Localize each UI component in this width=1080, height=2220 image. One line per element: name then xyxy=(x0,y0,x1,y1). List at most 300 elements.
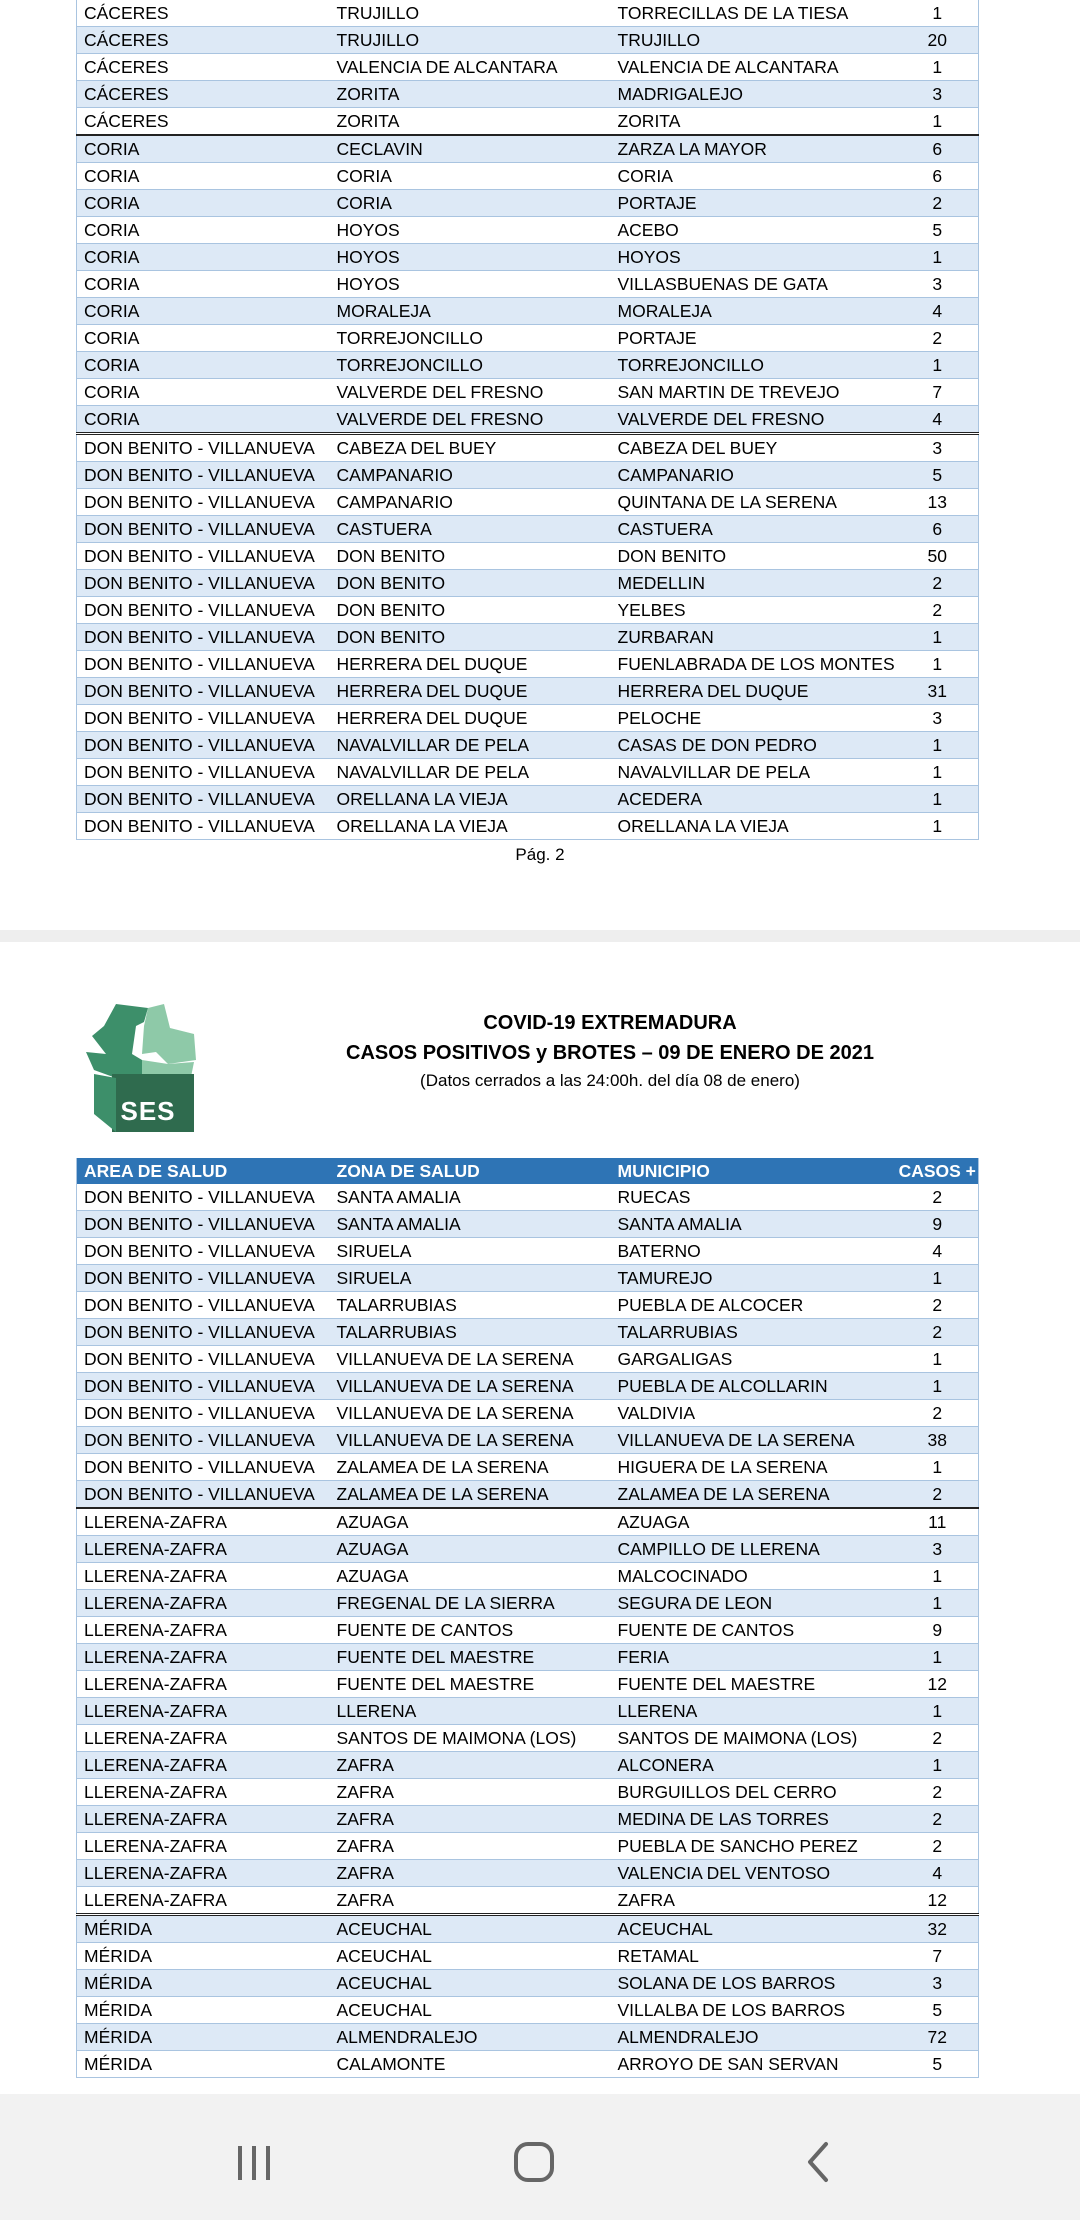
cell-municipio: CASTUERA xyxy=(611,516,897,543)
table-row xyxy=(77,1508,979,1536)
table-row xyxy=(77,1833,979,1860)
cell-casos: 6 xyxy=(897,163,979,190)
cell-zona: TRUJILLO xyxy=(330,27,611,54)
table-row xyxy=(77,352,979,379)
cell-casos: 4 xyxy=(897,406,979,434)
cell-municipio: ZARZA LA MAYOR xyxy=(611,135,897,163)
cell-casos: 11 xyxy=(897,1508,979,1536)
table-row xyxy=(77,54,979,81)
cell-zona: VILLANUEVA DE LA SERENA xyxy=(330,1400,611,1427)
cell-area: CORIA xyxy=(77,406,330,434)
table-row xyxy=(77,1887,979,1915)
table-row xyxy=(77,135,979,163)
cell-casos: 1 xyxy=(897,0,979,27)
cell-casos: 12 xyxy=(897,1887,979,1915)
cell-casos: 1 xyxy=(897,54,979,81)
cell-municipio: PORTAJE xyxy=(611,325,897,352)
android-nav-bar xyxy=(0,2094,1080,2220)
table-row xyxy=(77,1238,979,1265)
cell-area: DON BENITO - VILLANUEVA xyxy=(77,597,330,624)
cell-municipio: FERIA xyxy=(611,1644,897,1671)
cell-casos: 12 xyxy=(897,1671,979,1698)
table-row xyxy=(77,624,979,651)
cell-zona: ZAFRA xyxy=(330,1806,611,1833)
report-note: (Datos cerrados a las 24:00h. del día 08 de enero) xyxy=(420,1071,800,1090)
cell-area: CORIA xyxy=(77,135,330,163)
cell-zona: ACEUCHAL xyxy=(330,1997,611,2024)
cell-municipio: MADRIGALEJO xyxy=(611,81,897,108)
cell-municipio: ALMENDRALEJO xyxy=(611,2024,897,2051)
cell-casos: 1 xyxy=(897,244,979,271)
cell-zona: ACEUCHAL xyxy=(330,1970,611,1997)
cell-casos: 5 xyxy=(897,462,979,489)
cell-zona: AZUAGA xyxy=(330,1536,611,1563)
cell-area: DON BENITO - VILLANUEVA xyxy=(77,1481,330,1509)
cell-zona: ZALAMEA DE LA SERENA xyxy=(330,1481,611,1509)
table-row xyxy=(77,1671,979,1698)
cell-area: DON BENITO - VILLANUEVA xyxy=(77,516,330,543)
cell-municipio: MORALEJA xyxy=(611,298,897,325)
table-row xyxy=(77,462,979,489)
table-row xyxy=(77,81,979,108)
cell-casos: 13 xyxy=(897,489,979,516)
cell-municipio: YELBES xyxy=(611,597,897,624)
cell-municipio: TAMUREJO xyxy=(611,1265,897,1292)
cell-casos: 2 xyxy=(897,190,979,217)
cell-casos: 5 xyxy=(897,1997,979,2024)
table-row xyxy=(77,1319,979,1346)
table-row xyxy=(77,1725,979,1752)
cell-area: DON BENITO - VILLANUEVA xyxy=(77,1346,330,1373)
cell-area: CORIA xyxy=(77,163,330,190)
cell-area: LLERENA-ZAFRA xyxy=(77,1725,330,1752)
cell-zona: ZAFRA xyxy=(330,1779,611,1806)
table-row xyxy=(77,1373,979,1400)
cell-municipio: PELOCHE xyxy=(611,705,897,732)
document-page-1 xyxy=(0,0,1080,930)
cell-zona: CECLAVIN xyxy=(330,135,611,163)
cell-zona: SANTOS DE MAIMONA (LOS) xyxy=(330,1725,611,1752)
cell-casos: 1 xyxy=(897,651,979,678)
cell-area: DON BENITO - VILLANUEVA xyxy=(77,705,330,732)
cell-municipio: MEDINA DE LAS TORRES xyxy=(611,1806,897,1833)
cell-casos: 1 xyxy=(897,1373,979,1400)
table-row xyxy=(77,1427,979,1454)
cell-municipio: ORELLANA LA VIEJA xyxy=(611,813,897,840)
table-row xyxy=(77,759,979,786)
cell-zona: ACEUCHAL xyxy=(330,1915,611,1943)
table-row xyxy=(77,1779,979,1806)
cell-municipio: CABEZA DEL BUEY xyxy=(611,434,897,462)
table-row xyxy=(77,271,979,298)
cell-municipio: ZURBARAN xyxy=(611,624,897,651)
cell-casos: 1 xyxy=(897,759,979,786)
cell-municipio: VALVERDE DEL FRESNO xyxy=(611,406,897,434)
cell-municipio: PORTAJE xyxy=(611,190,897,217)
cell-municipio: ACEDERA xyxy=(611,786,897,813)
ses-logo xyxy=(86,1004,204,1132)
cell-casos: 4 xyxy=(897,1860,979,1887)
table-row xyxy=(77,1970,979,1997)
cell-municipio: PUEBLA DE SANCHO PEREZ xyxy=(611,1833,897,1860)
cell-zona: LLERENA xyxy=(330,1698,611,1725)
cell-zona: CABEZA DEL BUEY xyxy=(330,434,611,462)
cell-casos: 2 xyxy=(897,1806,979,1833)
logo-text: SES xyxy=(120,1096,176,1126)
cell-area: CÁCERES xyxy=(77,81,330,108)
cell-municipio: ACEBO xyxy=(611,217,897,244)
cell-zona: ZORITA xyxy=(330,81,611,108)
cell-area: DON BENITO - VILLANUEVA xyxy=(77,1454,330,1481)
cell-zona: HOYOS xyxy=(330,271,611,298)
table-row xyxy=(77,406,979,434)
cell-area: CORIA xyxy=(77,271,330,298)
cell-area: LLERENA-ZAFRA xyxy=(77,1698,330,1725)
cell-casos: 1 xyxy=(897,108,979,136)
cell-zona: VALENCIA DE ALCANTARA xyxy=(330,54,611,81)
cell-casos: 3 xyxy=(897,271,979,298)
table-row xyxy=(77,108,979,136)
cell-area: DON BENITO - VILLANUEVA xyxy=(77,1400,330,1427)
cell-zona: FUENTE DEL MAESTRE xyxy=(330,1644,611,1671)
cell-zona: ZAFRA xyxy=(330,1752,611,1779)
cell-area: DON BENITO - VILLANUEVA xyxy=(77,434,330,462)
cell-municipio: PUEBLA DE ALCOLLARIN xyxy=(611,1373,897,1400)
cell-area: DON BENITO - VILLANUEVA xyxy=(77,786,330,813)
table-row xyxy=(77,190,979,217)
cell-zona: CORIA xyxy=(330,163,611,190)
cell-municipio: BATERNO xyxy=(611,1238,897,1265)
cell-area: MÉRIDA xyxy=(77,1915,330,1943)
cell-municipio: BURGUILLOS DEL CERRO xyxy=(611,1779,897,1806)
cell-area: CORIA xyxy=(77,298,330,325)
cell-zona: VILLANUEVA DE LA SERENA xyxy=(330,1346,611,1373)
cell-area: DON BENITO - VILLANUEVA xyxy=(77,1292,330,1319)
cell-municipio: ZAFRA xyxy=(611,1887,897,1915)
cell-area: LLERENA-ZAFRA xyxy=(77,1644,330,1671)
table-row xyxy=(77,1292,979,1319)
cell-zona: HOYOS xyxy=(330,217,611,244)
cell-area: LLERENA-ZAFRA xyxy=(77,1590,330,1617)
cell-municipio: TORREJONCILLO xyxy=(611,352,897,379)
cell-area: DON BENITO - VILLANUEVA xyxy=(77,678,330,705)
cell-casos: 2 xyxy=(897,1481,979,1509)
cell-casos: 1 xyxy=(897,1454,979,1481)
cell-municipio: LLERENA xyxy=(611,1698,897,1725)
cell-casos: 6 xyxy=(897,135,979,163)
table-row xyxy=(77,1563,979,1590)
cell-zona: TALARRUBIAS xyxy=(330,1319,611,1346)
cell-casos: 2 xyxy=(897,597,979,624)
table-row xyxy=(77,1752,979,1779)
cell-casos: 1 xyxy=(897,1698,979,1725)
cell-casos: 2 xyxy=(897,325,979,352)
table-row xyxy=(77,678,979,705)
table-row xyxy=(77,1184,979,1211)
cell-area: MÉRIDA xyxy=(77,1970,330,1997)
cell-casos: 50 xyxy=(897,543,979,570)
table-row xyxy=(77,1644,979,1671)
table-row xyxy=(77,1481,979,1509)
back-icon[interactable] xyxy=(788,2132,848,2192)
cell-municipio: DON BENITO xyxy=(611,543,897,570)
cell-casos: 9 xyxy=(897,1617,979,1644)
table-row xyxy=(77,570,979,597)
cell-casos: 3 xyxy=(897,434,979,462)
cell-casos: 7 xyxy=(897,379,979,406)
table-row xyxy=(77,1454,979,1481)
cell-zona: CASTUERA xyxy=(330,516,611,543)
table-row xyxy=(77,651,979,678)
cell-casos: 20 xyxy=(897,27,979,54)
page-number: Pág. 2 xyxy=(515,845,565,864)
table-row xyxy=(77,1698,979,1725)
cell-municipio: VILLALBA DE LOS BARROS xyxy=(611,1997,897,2024)
cell-municipio: QUINTANA DE LA SERENA xyxy=(611,489,897,516)
cell-municipio: RETAMAL xyxy=(611,1943,897,1970)
cell-zona: HERRERA DEL DUQUE xyxy=(330,651,611,678)
cell-zona: ZAFRA xyxy=(330,1860,611,1887)
table-row xyxy=(77,597,979,624)
cell-area: LLERENA-ZAFRA xyxy=(77,1860,330,1887)
table-row xyxy=(77,786,979,813)
cell-zona: NAVALVILLAR DE PELA xyxy=(330,759,611,786)
cell-area: DON BENITO - VILLANUEVA xyxy=(77,1265,330,1292)
cell-area: DON BENITO - VILLANUEVA xyxy=(77,759,330,786)
cell-area: DON BENITO - VILLANUEVA xyxy=(77,1319,330,1346)
cell-zona: CALAMONTE xyxy=(330,2051,611,2078)
cell-casos: 5 xyxy=(897,2051,979,2078)
cell-zona: HERRERA DEL DUQUE xyxy=(330,678,611,705)
cell-municipio: HOYOS xyxy=(611,244,897,271)
cell-zona: HOYOS xyxy=(330,244,611,271)
table-row xyxy=(77,0,979,27)
cell-municipio: PUEBLA DE ALCOCER xyxy=(611,1292,897,1319)
cell-zona: ORELLANA LA VIEJA xyxy=(330,813,611,840)
cell-area: MÉRIDA xyxy=(77,1997,330,2024)
cell-casos: 1 xyxy=(897,1752,979,1779)
cell-zona: VALVERDE DEL FRESNO xyxy=(330,379,611,406)
cell-area: MÉRIDA xyxy=(77,2024,330,2051)
cell-area: DON BENITO - VILLANUEVA xyxy=(77,570,330,597)
cell-zona: MORALEJA xyxy=(330,298,611,325)
table-row xyxy=(77,1860,979,1887)
cell-area: LLERENA-ZAFRA xyxy=(77,1833,330,1860)
cell-municipio: MEDELLIN xyxy=(611,570,897,597)
cell-zona: SANTA AMALIA xyxy=(330,1184,611,1211)
table-row xyxy=(77,1590,979,1617)
home-icon[interactable] xyxy=(504,2132,564,2192)
cell-area: LLERENA-ZAFRA xyxy=(77,1508,330,1536)
cell-zona: DON BENITO xyxy=(330,597,611,624)
table-row xyxy=(77,434,979,462)
cell-municipio: FUENTE DE CANTOS xyxy=(611,1617,897,1644)
cell-zona: SIRUELA xyxy=(330,1238,611,1265)
table-row xyxy=(77,163,979,190)
cell-zona: VILLANUEVA DE LA SERENA xyxy=(330,1427,611,1454)
cell-casos: 2 xyxy=(897,1184,979,1211)
cell-municipio: ZORITA xyxy=(611,108,897,136)
cell-area: DON BENITO - VILLANUEVA xyxy=(77,1184,330,1211)
cell-area: DON BENITO - VILLANUEVA xyxy=(77,489,330,516)
cell-zona: TORREJONCILLO xyxy=(330,325,611,352)
cell-zona: FREGENAL DE LA SIERRA xyxy=(330,1590,611,1617)
cell-area: DON BENITO - VILLANUEVA xyxy=(77,732,330,759)
cell-municipio: AZUAGA xyxy=(611,1508,897,1536)
cell-municipio: SANTOS DE MAIMONA (LOS) xyxy=(611,1725,897,1752)
cell-casos: 31 xyxy=(897,678,979,705)
cell-casos: 1 xyxy=(897,1265,979,1292)
cell-zona: VILLANUEVA DE LA SERENA xyxy=(330,1373,611,1400)
cell-municipio: CAMPILLO DE LLERENA xyxy=(611,1536,897,1563)
table-row xyxy=(77,244,979,271)
cell-municipio: TORRECILLAS DE LA TIESA xyxy=(611,0,897,27)
cell-casos: 3 xyxy=(897,1536,979,1563)
table-row xyxy=(77,379,979,406)
cell-zona: ZAFRA xyxy=(330,1887,611,1915)
table-row xyxy=(77,813,979,840)
cell-municipio: ZALAMEA DE LA SERENA xyxy=(611,1481,897,1509)
table-row xyxy=(77,1346,979,1373)
cell-municipio: GARGALIGAS xyxy=(611,1346,897,1373)
cell-municipio: ALCONERA xyxy=(611,1752,897,1779)
table-row xyxy=(77,489,979,516)
table-row xyxy=(77,543,979,570)
cell-area: DON BENITO - VILLANUEVA xyxy=(77,1373,330,1400)
cell-zona: ORELLANA LA VIEJA xyxy=(330,786,611,813)
cell-casos: 72 xyxy=(897,2024,979,2051)
cell-municipio: SEGURA DE LEON xyxy=(611,1590,897,1617)
report-title: COVID-19 EXTREMADURA xyxy=(483,1012,737,1034)
cell-municipio: VILLASBUENAS DE GATA xyxy=(611,271,897,298)
table-row xyxy=(77,1265,979,1292)
cell-area: LLERENA-ZAFRA xyxy=(77,1779,330,1806)
cell-municipio: TALARRUBIAS xyxy=(611,1319,897,1346)
cell-casos: 1 xyxy=(897,1590,979,1617)
cell-casos: 1 xyxy=(897,813,979,840)
cell-municipio: HERRERA DEL DUQUE xyxy=(611,678,897,705)
cell-area: CÁCERES xyxy=(77,54,330,81)
cell-area: LLERENA-ZAFRA xyxy=(77,1752,330,1779)
table-row xyxy=(77,705,979,732)
cell-municipio: FUENTE DEL MAESTRE xyxy=(611,1671,897,1698)
table-row xyxy=(77,2024,979,2051)
cell-casos: 1 xyxy=(897,352,979,379)
cell-municipio: MALCOCINADO xyxy=(611,1563,897,1590)
table-row xyxy=(77,1997,979,2024)
table-row xyxy=(77,732,979,759)
cell-area: CORIA xyxy=(77,352,330,379)
cell-municipio: VALENCIA DEL VENTOSO xyxy=(611,1860,897,1887)
table-row xyxy=(77,1536,979,1563)
document-page-2 xyxy=(0,942,1080,2094)
cell-zona: ZORITA xyxy=(330,108,611,136)
cell-casos: 2 xyxy=(897,1779,979,1806)
cell-casos: 2 xyxy=(897,1319,979,1346)
cell-casos: 1 xyxy=(897,1644,979,1671)
cases-table-page-1 xyxy=(76,0,979,840)
cell-municipio: FUENLABRADA DE LOS MONTES xyxy=(611,651,897,678)
cell-zona: VALVERDE DEL FRESNO xyxy=(330,406,611,434)
cell-casos: 3 xyxy=(897,1970,979,1997)
cell-casos: 2 xyxy=(897,1833,979,1860)
table-row xyxy=(77,1617,979,1644)
header-zona: ZONA DE SALUD xyxy=(330,1158,611,1184)
cell-area: LLERENA-ZAFRA xyxy=(77,1806,330,1833)
cell-area: DON BENITO - VILLANUEVA xyxy=(77,1427,330,1454)
cell-municipio: CAMPANARIO xyxy=(611,462,897,489)
cell-casos: 1 xyxy=(897,732,979,759)
cell-casos: 1 xyxy=(897,1563,979,1590)
cell-zona: ACEUCHAL xyxy=(330,1943,611,1970)
cell-zona: CAMPANARIO xyxy=(330,462,611,489)
cell-zona: NAVALVILLAR DE PELA xyxy=(330,732,611,759)
cell-casos: 32 xyxy=(897,1915,979,1943)
cell-municipio: ACEUCHAL xyxy=(611,1915,897,1943)
cell-municipio: HIGUERA DE LA SERENA xyxy=(611,1454,897,1481)
cell-area: DON BENITO - VILLANUEVA xyxy=(77,1211,330,1238)
report-subtitle: CASOS POSITIVOS y BROTES – 09 DE ENERO DE 2021 xyxy=(346,1042,874,1064)
cell-zona: ZAFRA xyxy=(330,1833,611,1860)
cell-area: LLERENA-ZAFRA xyxy=(77,1887,330,1915)
cell-municipio: TRUJILLO xyxy=(611,27,897,54)
cell-municipio: SOLANA DE LOS BARROS xyxy=(611,1970,897,1997)
recents-icon[interactable] xyxy=(224,2132,284,2192)
table-header-row xyxy=(77,1158,979,1184)
table-row xyxy=(77,325,979,352)
cell-zona: DON BENITO xyxy=(330,570,611,597)
table-row xyxy=(77,298,979,325)
header-casos: CASOS + xyxy=(897,1158,979,1184)
cell-area: DON BENITO - VILLANUEVA xyxy=(77,624,330,651)
cell-zona: AZUAGA xyxy=(330,1508,611,1536)
table-row xyxy=(77,1806,979,1833)
header-municipio: MUNICIPIO xyxy=(611,1158,897,1184)
cell-municipio: RUECAS xyxy=(611,1184,897,1211)
cell-casos: 2 xyxy=(897,1400,979,1427)
cell-zona: DON BENITO xyxy=(330,624,611,651)
cell-municipio: SANTA AMALIA xyxy=(611,1211,897,1238)
cell-casos: 7 xyxy=(897,1943,979,1970)
cell-casos: 1 xyxy=(897,624,979,651)
cell-municipio: SAN MARTIN DE TREVEJO xyxy=(611,379,897,406)
cell-casos: 4 xyxy=(897,1238,979,1265)
cell-area: CORIA xyxy=(77,325,330,352)
cell-zona: SIRUELA xyxy=(330,1265,611,1292)
cases-table-page-2 xyxy=(76,1158,979,2078)
cell-area: CÁCERES xyxy=(77,0,330,27)
cell-municipio: CASAS DE DON PEDRO xyxy=(611,732,897,759)
page-separator xyxy=(0,930,1080,942)
table-row xyxy=(77,2051,979,2078)
table-row xyxy=(77,1211,979,1238)
cell-zona: TALARRUBIAS xyxy=(330,1292,611,1319)
cell-zona: CORIA xyxy=(330,190,611,217)
header-area: AREA DE SALUD xyxy=(77,1158,330,1184)
cell-area: CORIA xyxy=(77,244,330,271)
cell-zona: SANTA AMALIA xyxy=(330,1211,611,1238)
cell-zona: FUENTE DE CANTOS xyxy=(330,1617,611,1644)
cell-casos: 6 xyxy=(897,516,979,543)
cell-area: LLERENA-ZAFRA xyxy=(77,1617,330,1644)
cell-municipio: VILLANUEVA DE LA SERENA xyxy=(611,1427,897,1454)
table-row xyxy=(77,516,979,543)
cell-casos: 4 xyxy=(897,298,979,325)
table-row xyxy=(77,1915,979,1943)
cell-area: CORIA xyxy=(77,379,330,406)
cell-casos: 1 xyxy=(897,786,979,813)
cell-area: CÁCERES xyxy=(77,27,330,54)
